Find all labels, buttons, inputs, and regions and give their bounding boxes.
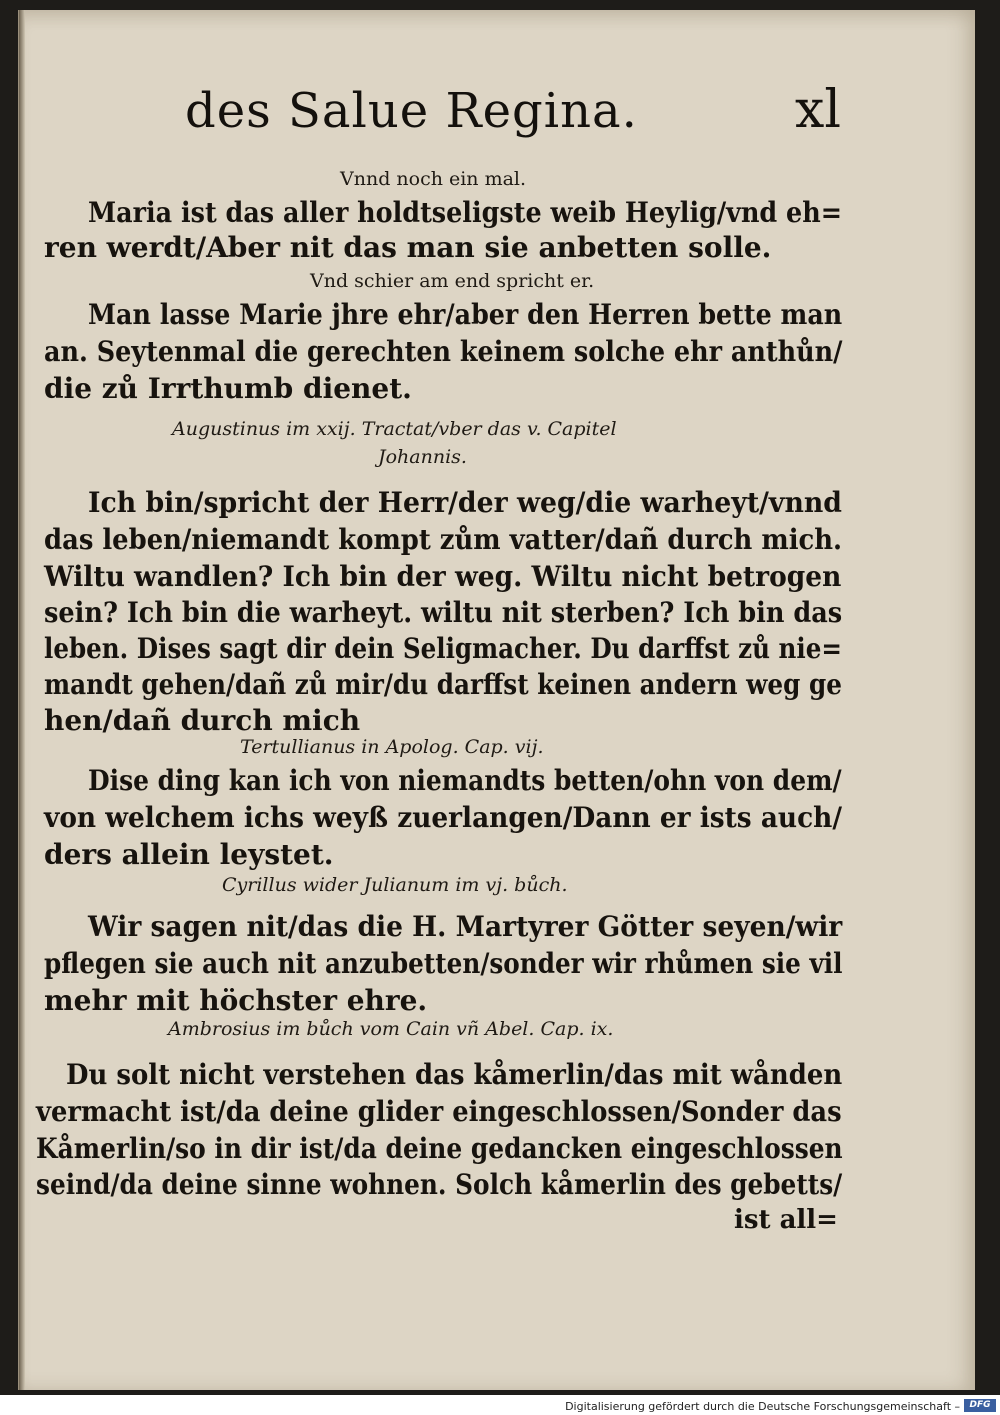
text-line: mandt gehen/dañ zů mir/du darffst keinen andern weg ge [44, 668, 842, 701]
text-line: ders allein leystet. [44, 838, 334, 871]
funding-credit: Digitalisierung gefördert durch die Deutsche Forschungsgemeinschaft – [565, 1400, 960, 1413]
subheading: Vnnd noch ein mal. [340, 168, 527, 190]
text-line: Dise ding kan ich von niemandts betten/ohn von dem/ [88, 764, 842, 797]
text-line: leben. Dises sagt dir dein Seligmacher. Du darffst zů nie= [44, 632, 842, 665]
text-line: vermacht ist/da deine glider eingeschlossen/Sonder das [36, 1095, 842, 1128]
text-line: Kåmerlin/so in dir ist/da deine gedancken eingeschlossen [36, 1132, 843, 1165]
text-line: Wir sagen nit/das die H. Martyrer Götter seyen/wir [88, 910, 843, 943]
catchword: ist all= [734, 1205, 838, 1235]
citation-heading: Johannis. [378, 446, 467, 468]
text-line: das leben/niemandt kompt zům vatter/dañ durch mich. [44, 523, 843, 556]
text-line: Ich bin/spricht der Herr/der weg/die warheyt/vnnd [88, 486, 842, 519]
text-line: sein? Ich bin die warheyt. wiltu nit sterben? Ich bin das [44, 596, 843, 629]
text-line: pflegen sie auch nit anzubetten/sonder wir rhůmen sie vil [44, 947, 843, 980]
text-line: Wiltu wandlen? Ich bin der weg. Wiltu nicht betrogen [44, 560, 842, 593]
text-line: seind/da deine sinne wohnen. Solch kåmerlin des gebetts/ [36, 1168, 843, 1201]
text-line: hen/dañ durch mich [44, 704, 361, 737]
text-line: Man lasse Marie jhre ehr/aber den Herren bette man [88, 298, 843, 331]
citation-heading: Tertullianus in Apolog. Cap. vij. [240, 736, 544, 758]
subheading: Vnd schier am end spricht er. [310, 270, 595, 292]
text-line: an. Seytenmal die gerechten keinem solche ehr anthůn/ [44, 335, 843, 368]
text-line: mehr mit höchster ehre. [44, 984, 428, 1017]
text-line: die zů Irrthumb dienet. [44, 372, 412, 405]
citation-heading: Ambrosius im bůch vom Cain vñ Abel. Cap. ix. [168, 1018, 614, 1040]
text-line: von welchem ichs weyß zuerlangen/Dann er ists auch/ [44, 801, 842, 834]
folio-number: xl [795, 80, 841, 140]
text-line: Du solt nicht verstehen das kåmerlin/das mit wånden [66, 1058, 843, 1091]
text-line: Maria ist das aller holdtseligste weib Heylig/vnd eh= [88, 196, 843, 229]
citation-heading: Augustinus im xxij. Tractat/vber das v. Capitel [172, 418, 617, 440]
page-gutter [19, 10, 25, 1390]
text-line: ren werdt/Aber nit das man sie anbetten solle. [44, 231, 772, 264]
dfg-logo: DFG [964, 1399, 996, 1412]
running-title: des Salue Regina. [185, 83, 638, 139]
citation-heading: Cyrillus wider Julianum im vj. bůch. [222, 874, 568, 896]
